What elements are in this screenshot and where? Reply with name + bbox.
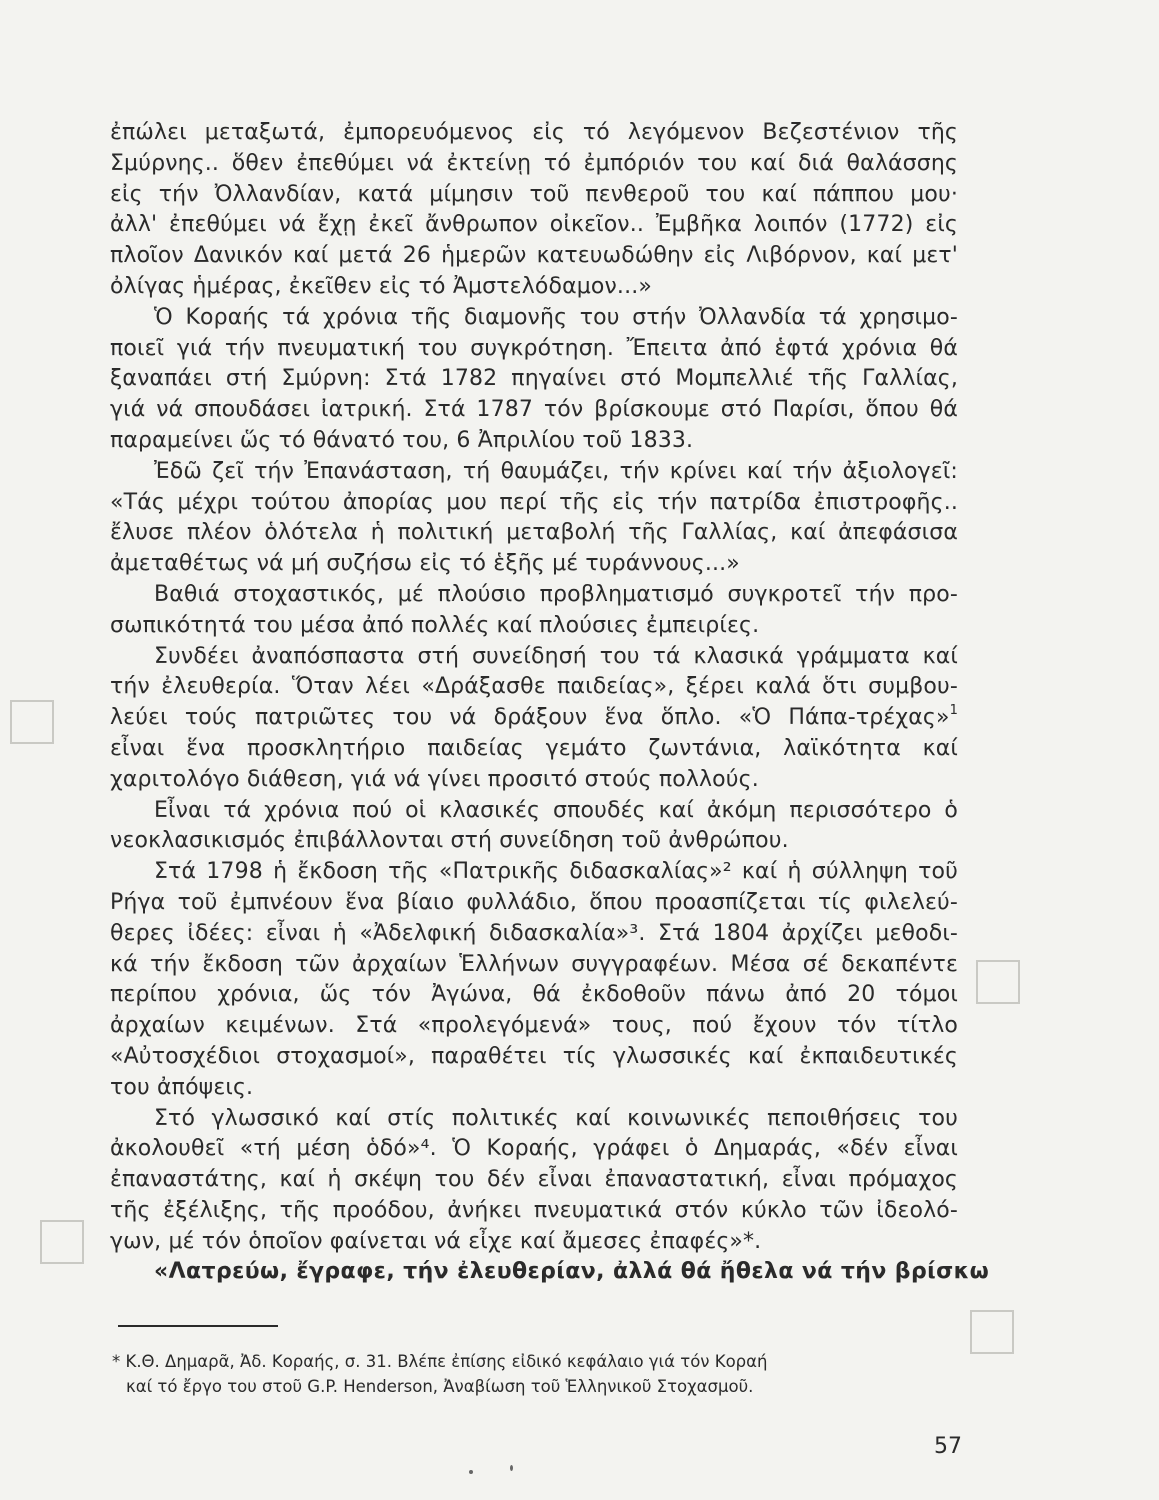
text-line-content: λεύει τούς πατριῶτες του νά δράξουν ἕνα ὅπλο. «Ὁ Πάπα-τρέχας» (110, 705, 950, 731)
text-line-content: τήν ἐλευθερία. Ὅταν λέει «Δράξασθε παιδείας», ξέρει καλά ὅτι συμβου- (110, 674, 958, 700)
text-line (110, 272, 958, 303)
text-line-content: ἐπαναστάτης, καί ἡ σκέψη του δέν εἶναι ἐπαναστατική, εἶναι πρόμαχος (110, 1167, 958, 1193)
text-line-content: ἀλλ' ἐπεθύμει νά ἔχῃ ἐκεῖ ἄνθρωπον οἰκεῖον.. Ἐμβῆκα λοιπόν (1772) εἰς (110, 212, 958, 238)
text-line-content: Ὁ Κοραής τά χρόνια τῆς διαμονῆς του στήν Ὀλλανδία τά χρησιμο- (154, 304, 958, 330)
text-line (110, 210, 958, 241)
text-line-content: Ρήγα τοῦ ἐμπνέουν ἕνα βίαιο φυλλάδιο, ὅπου προασπίζεται τίς φιλελεύ- (110, 889, 958, 915)
text-line (110, 703, 958, 734)
text-line-content: Βαθιά στοχαστικός, μέ πλούσιο προβληματισμό συγκροτεῖ τήν προ- (154, 581, 958, 607)
text-line (110, 334, 958, 365)
text-line-content: ξαναπάει στή Σμύρνη: Στά 1782 πηγαίνει στό Μομπελλιέ τῆς Γαλλίας, (110, 366, 958, 392)
text-line (110, 1042, 958, 1073)
text-line (110, 1104, 958, 1135)
text-line (110, 303, 958, 334)
footnote-line: καί τό ἔργο του στοῦ G.P. Henderson, Ἀναβίωση τοῦ Ἑλληνικοῦ Στοχασμοῦ. (126, 1376, 754, 1396)
text-line-content: κά τήν ἔκδοση τῶν ἀρχαίων Ἑλλήνων συγγραφέων. Μέσα σέ δεκαπέντε (110, 951, 958, 977)
text-line-content: σωπικότητά του μέσα ἀπό πολλές καί πλούσιες ἐμπειρίες. (110, 612, 760, 638)
text-line (110, 580, 958, 611)
text-line (110, 826, 958, 857)
text-line (110, 364, 958, 395)
text-line (110, 950, 958, 981)
text-line (110, 765, 958, 796)
text-line (110, 857, 958, 888)
text-line-content: γιά νά σπουδάσει ἰατρική. Στά 1787 τόν βρίσκουμε στό Παρίσι, ὅπου θά (110, 397, 958, 423)
text-line-content: περίπου χρόνια, ὥς τόν Ἀγώνα, θά ἐκδοθοῦν πάνω ἀπό 20 τόμοι (110, 982, 958, 1008)
text-line (110, 1073, 958, 1104)
text-line-content: Στό γλωσσικό καί στίς πολιτικές καί κοινωνικές πεποιθήσεις του (154, 1105, 958, 1131)
text-line-content: γων, μέ τόν ὁποῖον φαίνεται νά εἶχε καί ἄμεσες ἐπαφές»*. (110, 1228, 762, 1254)
text-line (110, 734, 958, 765)
text-line-content: ἀρχαίων κειμένων. Στά «προλεγόμενά» τους, πού ἔχουν τόν τίτλο (110, 1013, 958, 1039)
text-line-content: εἶναι ἕνα προσκλητήριο παιδείας γεμάτο ζωντάνια, λαϊκότητα καί (110, 735, 958, 761)
text-line (110, 1227, 958, 1258)
text-line-content: τῆς ἐξέλιξης, τῆς προόδου, ἀνήκει πνευματικά στόν κύκλο τῶν ἰδεολό- (110, 1197, 958, 1223)
text-line (110, 149, 958, 180)
text-line-content: Ἐδῶ ζεῖ τήν Ἐπανάσταση, τή θαυμάζει, τήν κρίνει καί τήν ἀξιολογεῖ: (154, 458, 958, 484)
text-line-content: του ἀπόψεις. (110, 1074, 254, 1100)
text-line (110, 980, 958, 1011)
footnote-line: * Κ.Θ. Δημαρᾶ, Ἀδ. Κοραής, σ. 31. Βλέπε ἐπίσης εἰδικό κεφάλαιο γιά τόν Κοραή (112, 1352, 768, 1371)
show-through-mark (970, 1310, 1014, 1354)
text-line-content: ἀκολουθεῖ «τή μέση ὁδό»⁴. Ὁ Κοραής, γράφει ὁ Δημαράς, «δέν εἶναι (110, 1136, 958, 1162)
text-line-content: παραμείνει ὥς τό θάνατό του, 6 Ἀπριλίου τοῦ 1833. (110, 427, 694, 453)
dust-speck (469, 1470, 473, 1474)
text-line-content: «Λατρεύω, ἔγραφε, τήν ἐλευθερίαν, ἀλλά θά ἤθελα νά τήν βρίσκω (154, 1259, 990, 1285)
text-line (110, 1165, 958, 1196)
text-line-content: Συνδέει ἀναπόσπαστα στή συνείδησή του τά κλασικά γράμματα καί (154, 643, 958, 669)
text-line-content: ἔλυσε πλέον ὁλότελα ἡ πολιτική μεταβολή τῆς Γαλλίας, καί ἀπεφάσισα (110, 520, 958, 546)
text-line (110, 395, 958, 426)
text-line (110, 888, 958, 919)
text-line (110, 1011, 958, 1042)
text-line-content: θερες ἰδέες: εἶναι ἡ «Ἀδελφική διδασκαλία»³. Στά 1804 ἀρχίζει μεθοδι- (110, 920, 958, 946)
text-line-content: νεοκλασικισμός ἐπιβάλλονται στή συνείδηση τοῦ ἀνθρώπου. (110, 828, 789, 854)
text-line-content: εἰς τήν Ὀλλανδίαν, κατά μίμησιν τοῦ πενθεροῦ του καί πάππου μου· (110, 181, 958, 207)
show-through-mark (10, 700, 54, 744)
text-line-content: «Αὐτοσχέδιοι στοχασμοί», παραθέτει τίς γλωσσικές καί ἐκπαιδευτικές (110, 1043, 958, 1069)
text-line (110, 1134, 958, 1165)
text-line (110, 611, 958, 642)
text-line (110, 488, 958, 519)
page-number: 57 (934, 1434, 962, 1459)
text-line (110, 796, 958, 827)
text-line (110, 919, 958, 950)
text-line (110, 118, 958, 149)
text-line-content: πλοῖον Δανικόν καί μετά 26 ἡμερῶν κατευωδώθην εἰς Λιβόρνον, καί μετ' (110, 243, 958, 269)
text-line-content: ποιεῖ γιά τήν πνευματική του συγκρότηση. Ἔπειτα ἀπό ἑφτά χρόνια θά (110, 335, 958, 361)
text-line (110, 672, 958, 703)
text-line (110, 518, 958, 549)
text-line (110, 1257, 990, 1288)
footnote-rule (118, 1325, 278, 1327)
dust-speck (510, 1465, 513, 1471)
text-line (110, 426, 958, 457)
text-line (110, 180, 958, 211)
text-line (110, 457, 958, 488)
text-line-content: Σμύρνης.. ὅθεν ἐπεθύμει νά ἐκτείνῃ τό ἐμπόριόν του καί διά θαλάσσης (110, 150, 958, 176)
text-line-content: Στά 1798 ἡ ἔκδοση τῆς «Πατρικῆς διδασκαλίας»² καί ἡ σύλληψη τοῦ (154, 859, 958, 885)
text-line-content: ὀλίγας ἡμέρας, ἐκεῖθεν εἰς τό Ἀμστελόδαμον...» (110, 273, 652, 299)
text-line (110, 241, 958, 272)
show-through-mark (40, 1220, 84, 1264)
footnote (112, 1350, 950, 1399)
show-through-mark (976, 960, 1020, 1004)
text-line-content: «Τάς μέχρι τούτου ἀπορίας μου περί τῆς εἰς τήν πατρίδα ἐπιστροφῆς.. (110, 489, 958, 515)
text-line (110, 1196, 958, 1227)
footnote-marker: 1 (949, 702, 958, 718)
text-line (110, 642, 958, 673)
text-line-content: ἀμεταθέτως νά μή συζήσω εἰς τό ἑξῆς μέ τυράννους...» (110, 551, 740, 577)
text-line-content: χαριτολόγο διάθεση, γιά νά γίνει προσιτό στούς πολλούς. (110, 766, 759, 792)
text-line (110, 549, 958, 580)
text-line-content: ἐπώλει μεταξωτά, ἐμπορευόμενος εἰς τό λεγόμενον Βεζεστένιον τῆς (110, 120, 958, 145)
text-line-content: Εἶναι τά χρόνια πού οἱ κλασικές σπουδές καί ἀκόμη περισσότερο ὁ (154, 797, 958, 823)
main-text (110, 118, 990, 1288)
